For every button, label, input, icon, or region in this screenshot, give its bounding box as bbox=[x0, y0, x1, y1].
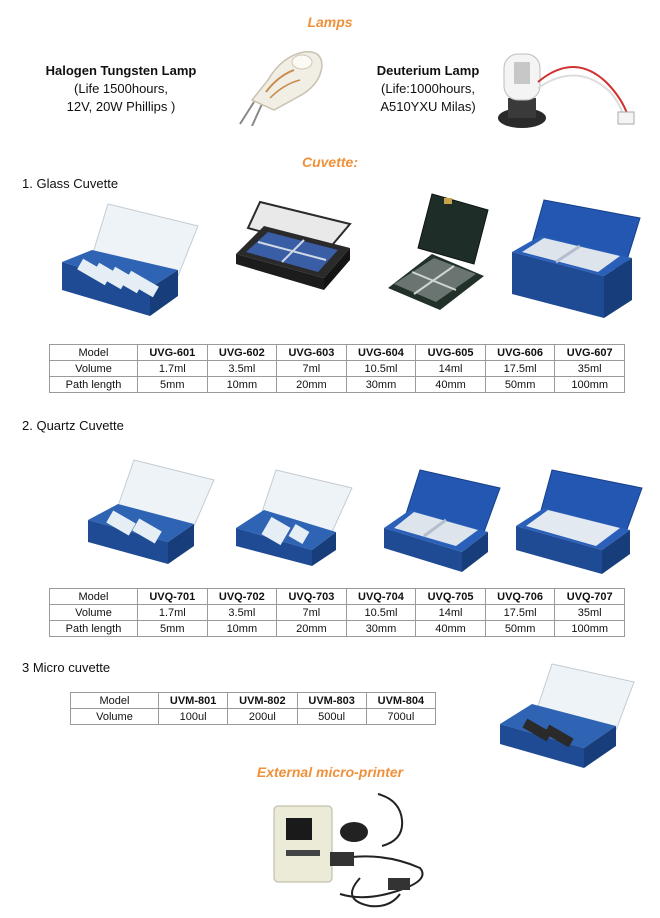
deuterium-lamp-text bbox=[358, 62, 498, 116]
table-cell: UVM-802 bbox=[228, 693, 297, 709]
table-cell: UVG-602 bbox=[207, 345, 277, 361]
lamps-heading: Lamps bbox=[307, 14, 353, 30]
table-cell: UVM-804 bbox=[366, 693, 435, 709]
table-cell: Model bbox=[50, 345, 138, 361]
halogen-lamp-image bbox=[222, 40, 332, 126]
table-cell: 50mm bbox=[485, 621, 555, 637]
table-cell: Path length bbox=[50, 377, 138, 393]
table-cell: UVG-601 bbox=[138, 345, 208, 361]
table-cell: 10.5ml bbox=[346, 605, 416, 621]
table-cell: UVG-603 bbox=[277, 345, 347, 361]
table-cell: UVG-604 bbox=[346, 345, 416, 361]
table-cell: UVQ-704 bbox=[346, 589, 416, 605]
halogen-lamp-name: Halogen Tungsten Lamp bbox=[45, 63, 197, 78]
table-cell: 10mm bbox=[207, 377, 277, 393]
deuterium-lamp-line-2: A510YXU Milas) bbox=[380, 99, 476, 114]
table-cell: UVG-605 bbox=[416, 345, 486, 361]
table-cell: Volume bbox=[50, 361, 138, 377]
table-cell: 1.7ml bbox=[138, 605, 208, 621]
micro-cuvette-image bbox=[496, 660, 636, 770]
glass-cuvette-title: 1. Glass Cuvette bbox=[22, 176, 119, 191]
quartz-cuvette-image-3 bbox=[380, 466, 502, 576]
table-cell: UVQ-702 bbox=[207, 589, 277, 605]
glass-cuvette-image-1 bbox=[58, 196, 200, 320]
table-cell: 17.5ml bbox=[485, 605, 555, 621]
quartz-cuvette-table bbox=[49, 588, 625, 637]
table-cell: 200ul bbox=[228, 709, 297, 725]
table-cell: 100mm bbox=[555, 621, 625, 637]
table-cell: 40mm bbox=[416, 377, 486, 393]
table-cell: UVQ-706 bbox=[485, 589, 555, 605]
table-cell: 50mm bbox=[485, 377, 555, 393]
deuterium-lamp-name: Deuterium Lamp bbox=[376, 63, 480, 78]
table-cell: 7ml bbox=[277, 605, 347, 621]
table-cell: 40mm bbox=[416, 621, 486, 637]
table-cell: 20mm bbox=[277, 377, 347, 393]
glass-cuvette-image-2 bbox=[228, 198, 352, 300]
table-row bbox=[50, 345, 625, 361]
glass-cuvette-table bbox=[49, 344, 625, 393]
quartz-cuvette-image-2 bbox=[232, 466, 354, 570]
glass-cuvette-image-4 bbox=[508, 196, 642, 322]
table-cell: UVG-606 bbox=[485, 345, 555, 361]
table-cell: 35ml bbox=[555, 361, 625, 377]
table-cell: UVQ-705 bbox=[416, 589, 486, 605]
micro-cuvette-title: 3 Micro cuvette bbox=[22, 660, 111, 675]
table-cell: 700ul bbox=[366, 709, 435, 725]
table-cell: UVM-803 bbox=[297, 693, 366, 709]
cuvette-heading: Cuvette: bbox=[301, 154, 358, 170]
table-row bbox=[50, 377, 625, 393]
table-cell: 3.5ml bbox=[207, 605, 277, 621]
halogen-lamp-line-2: 12V, 20W Phillips ) bbox=[66, 99, 176, 114]
table-cell: 5mm bbox=[138, 377, 208, 393]
micro-cuvette-table bbox=[70, 692, 436, 725]
table-cell: 1.7ml bbox=[138, 361, 208, 377]
table-cell: 7ml bbox=[277, 361, 347, 377]
table-cell: UVQ-701 bbox=[138, 589, 208, 605]
table-cell: 35ml bbox=[555, 605, 625, 621]
table-cell: UVQ-703 bbox=[277, 589, 347, 605]
halogen-lamp-text bbox=[36, 62, 206, 116]
table-cell: 500ul bbox=[297, 709, 366, 725]
printer-heading: External micro-printer bbox=[256, 764, 404, 780]
table-cell: Path length bbox=[50, 621, 138, 637]
table-cell: UVM-801 bbox=[159, 693, 228, 709]
table-cell: UVQ-707 bbox=[555, 589, 625, 605]
table-cell: 20mm bbox=[277, 621, 347, 637]
table-row bbox=[71, 709, 436, 725]
table-cell: 10mm bbox=[207, 621, 277, 637]
table-cell: 10.5ml bbox=[346, 361, 416, 377]
table-cell: Volume bbox=[50, 605, 138, 621]
table-cell: 100ul bbox=[159, 709, 228, 725]
table-cell: 17.5ml bbox=[485, 361, 555, 377]
table-cell: Model bbox=[50, 589, 138, 605]
table-cell: UVG-607 bbox=[555, 345, 625, 361]
table-cell: Volume bbox=[71, 709, 159, 725]
table-cell: 30mm bbox=[346, 377, 416, 393]
table-cell: 14ml bbox=[416, 361, 486, 377]
table-cell: 5mm bbox=[138, 621, 208, 637]
quartz-cuvette-image-1 bbox=[84, 456, 216, 568]
table-row bbox=[71, 693, 436, 709]
table-cell: 100mm bbox=[555, 377, 625, 393]
table-row bbox=[50, 605, 625, 621]
deuterium-lamp-image bbox=[494, 42, 648, 134]
table-row bbox=[50, 621, 625, 637]
quartz-cuvette-image-4 bbox=[512, 466, 644, 578]
table-cell: Model bbox=[71, 693, 159, 709]
deuterium-lamp-line-1: (Life:1000hours, bbox=[381, 81, 475, 96]
halogen-lamp-line-1: (Life 1500hours, bbox=[74, 81, 168, 96]
table-cell: 3.5ml bbox=[207, 361, 277, 377]
quartz-cuvette-title: 2. Quartz Cuvette bbox=[22, 418, 124, 433]
table-row bbox=[50, 589, 625, 605]
glass-cuvette-image-3 bbox=[384, 190, 496, 314]
table-cell: 30mm bbox=[346, 621, 416, 637]
micro-printer-image bbox=[270, 790, 434, 912]
table-cell: 14ml bbox=[416, 605, 486, 621]
table-row bbox=[50, 361, 625, 377]
